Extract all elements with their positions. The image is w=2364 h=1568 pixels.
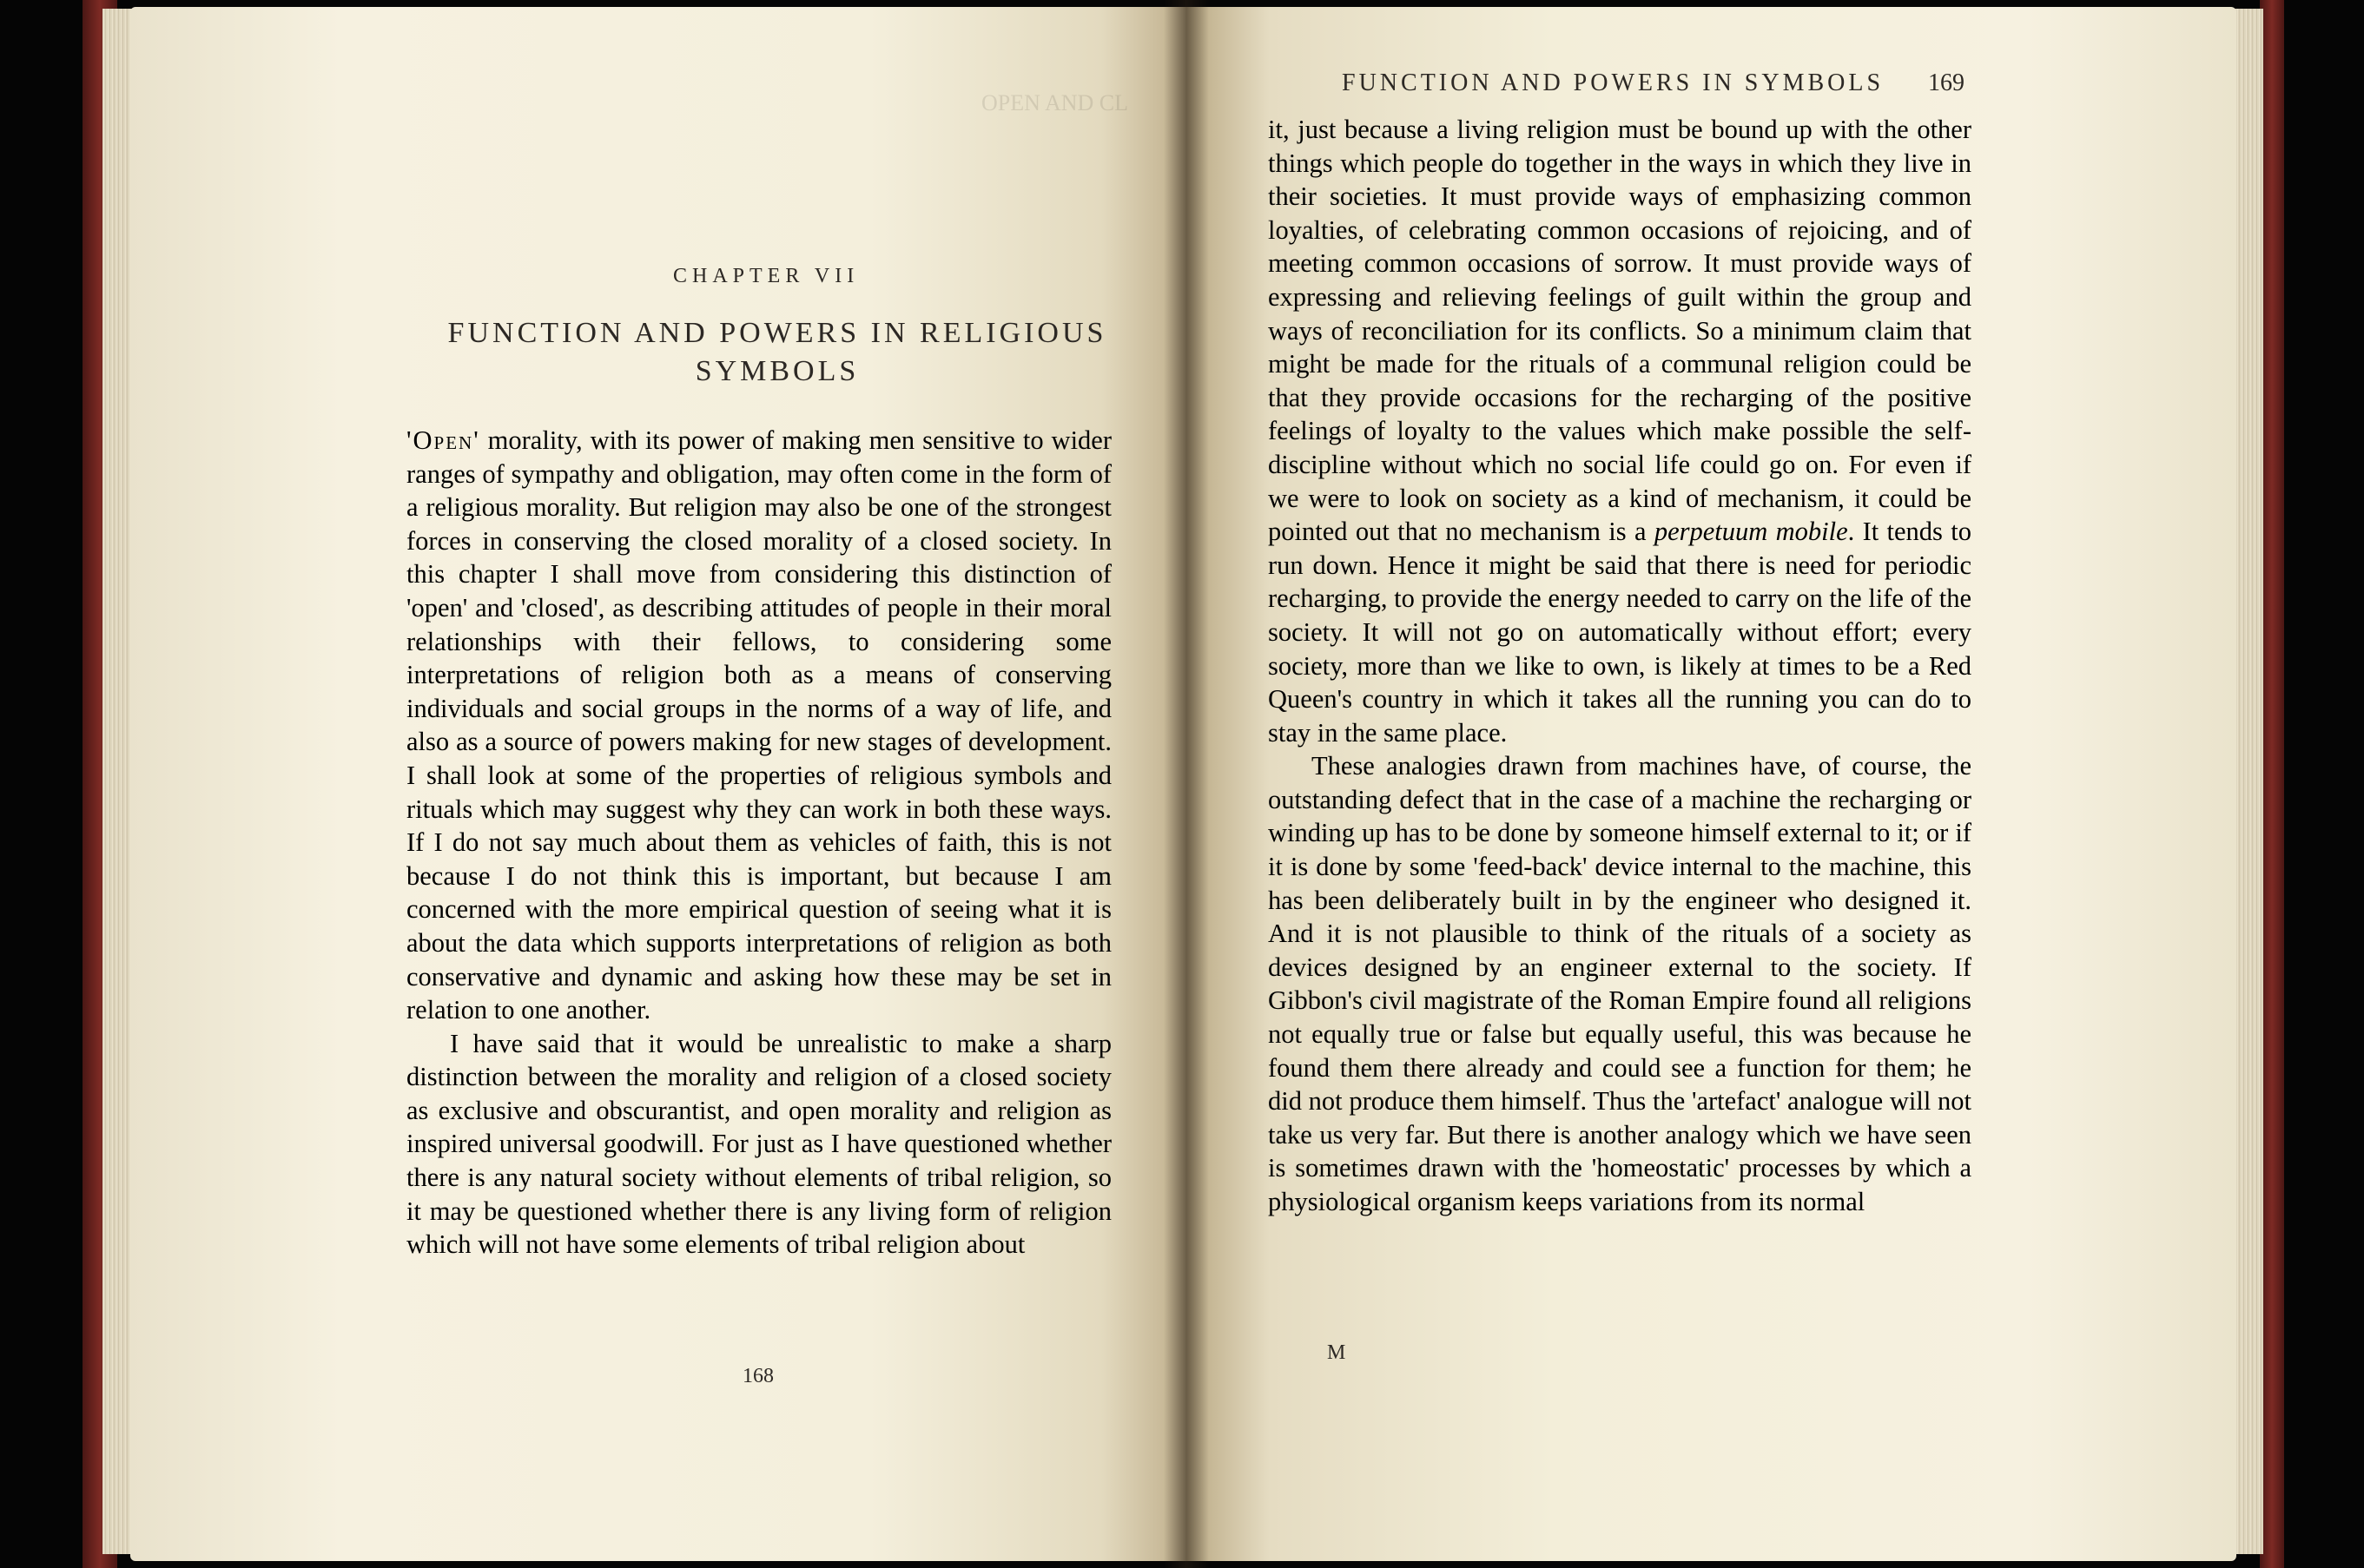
chapter-title: FUNCTION AND POWERS IN RELIGIOUS SYMBOLS <box>447 317 1107 387</box>
paragraph-text: it, just because a living religion must be bound up with the other things which people do together in the ways in which they live in their societies. It must provide ways of emphasizing common loyalties, of celebrating common occasions of rejoicing, and of meeting common occasions of sorrow. It must provide ways of expressing and relieving feelings of guilt within the group and ways of reconciliation for its conflicts. So a minimum claim that might be made for the rituals of a communal religion could be that they provide occasions for the recharging of the positive feelings of loyalty to the values which make possible the self-discipline without which no social life could go on. For even if we were to look on society as a kind of mechanism, it could be pointed out that no mechanism is a <box>1268 115 1971 547</box>
page-number-right: 169 <box>1928 69 1964 96</box>
paragraph: These analogies drawn from machines have, of course, the outstanding defect that in the case of a machine the recharging or winding up has to be done by someone himself external to it; or if it is done by some 'feed-back' device internal to the machine, this has been deliberately built in by the engineer who designed it. And it is not plausible to think of the rituals of a society as devices designed by an engineer external to the society. If Gibbon's civil magistrate of the Roman Empire found all religions not equally true or false but equally useful, this was because he found them there already and could see a function for them; he did not produce them himself. Thus the 'artefact' analogue will not take us very far. But there is another analogy which we have seen is sometimes drawn with the 'homeostatic' processes by which a physiological organism keeps variations from its normal <box>1268 751 1971 1216</box>
book-cover-right <box>2260 0 2284 1568</box>
signature-mark: M <box>1327 1341 1346 1364</box>
left-page-body <box>406 424 1112 1262</box>
right-page-body <box>1268 113 1971 1219</box>
page-number-left: 168 <box>743 1365 774 1387</box>
page-edges-left <box>102 9 134 1554</box>
running-head: FUNCTION AND POWERS IN SYMBOLS <box>1342 69 1885 96</box>
drop-word: 'Open' <box>406 425 480 455</box>
paragraph <box>1268 113 1971 749</box>
paragraph-text: . It tends to run down. Hence it might be said that there is need for periodic recharging, to provide the energy needed to carry on the life of the society. It will not go on automatically without effort; every society, more than we like to own, is likely at times to be a Red Queen's country in which it takes all the running you can do to stay in the same place. <box>1268 517 1971 748</box>
italic-phrase: perpetuum mobile <box>1654 517 1848 547</box>
book-gutter <box>1164 0 1209 1568</box>
bleed-through-text: OPEN AND CL <box>981 90 1129 115</box>
chapter-label: CHAPTER VII <box>673 265 860 287</box>
page-edges-right <box>2232 9 2263 1554</box>
paragraph <box>406 424 1112 1027</box>
paragraph: I have said that it would be unrealistic to make a sharp distinction between the morality and religion of a closed society as exclusive and obscurantist, and open morality and religion as inspired universal goodwill. For just as I have questioned whether there is any natural society without elements of tribal religion, so it may be questioned whether there is any living form of religion which will not have some elements of tribal religion about <box>406 1028 1112 1260</box>
paragraph-text: morality, with its power of making men sensitive to wider ranges of sympathy and obligation, may often come in the form of a religious morality. But religion may also be one of the strongest forces in conserving the closed morality of a closed society. In this chapter I shall move from considering this distinction of 'open' and 'closed', as describing attitudes of people in their moral relationships with their fellows, to considering some interpretations of religion both as a means of conserving individuals and social groups in the norms of a way of life, and also as a source of powers making for new stages of development. I shall look at some of the properties of religious symbols and rituals which may suggest why they can work in both these ways. If I do not say much about them as vehicles of faith, this is not because I do not think this is important, but because I am concerned with the more empirical question of seeing what it is about the data which supports interpretations of religion as both conservative and dynamic and asking how these may be set in relation to one another. <box>406 425 1112 1025</box>
